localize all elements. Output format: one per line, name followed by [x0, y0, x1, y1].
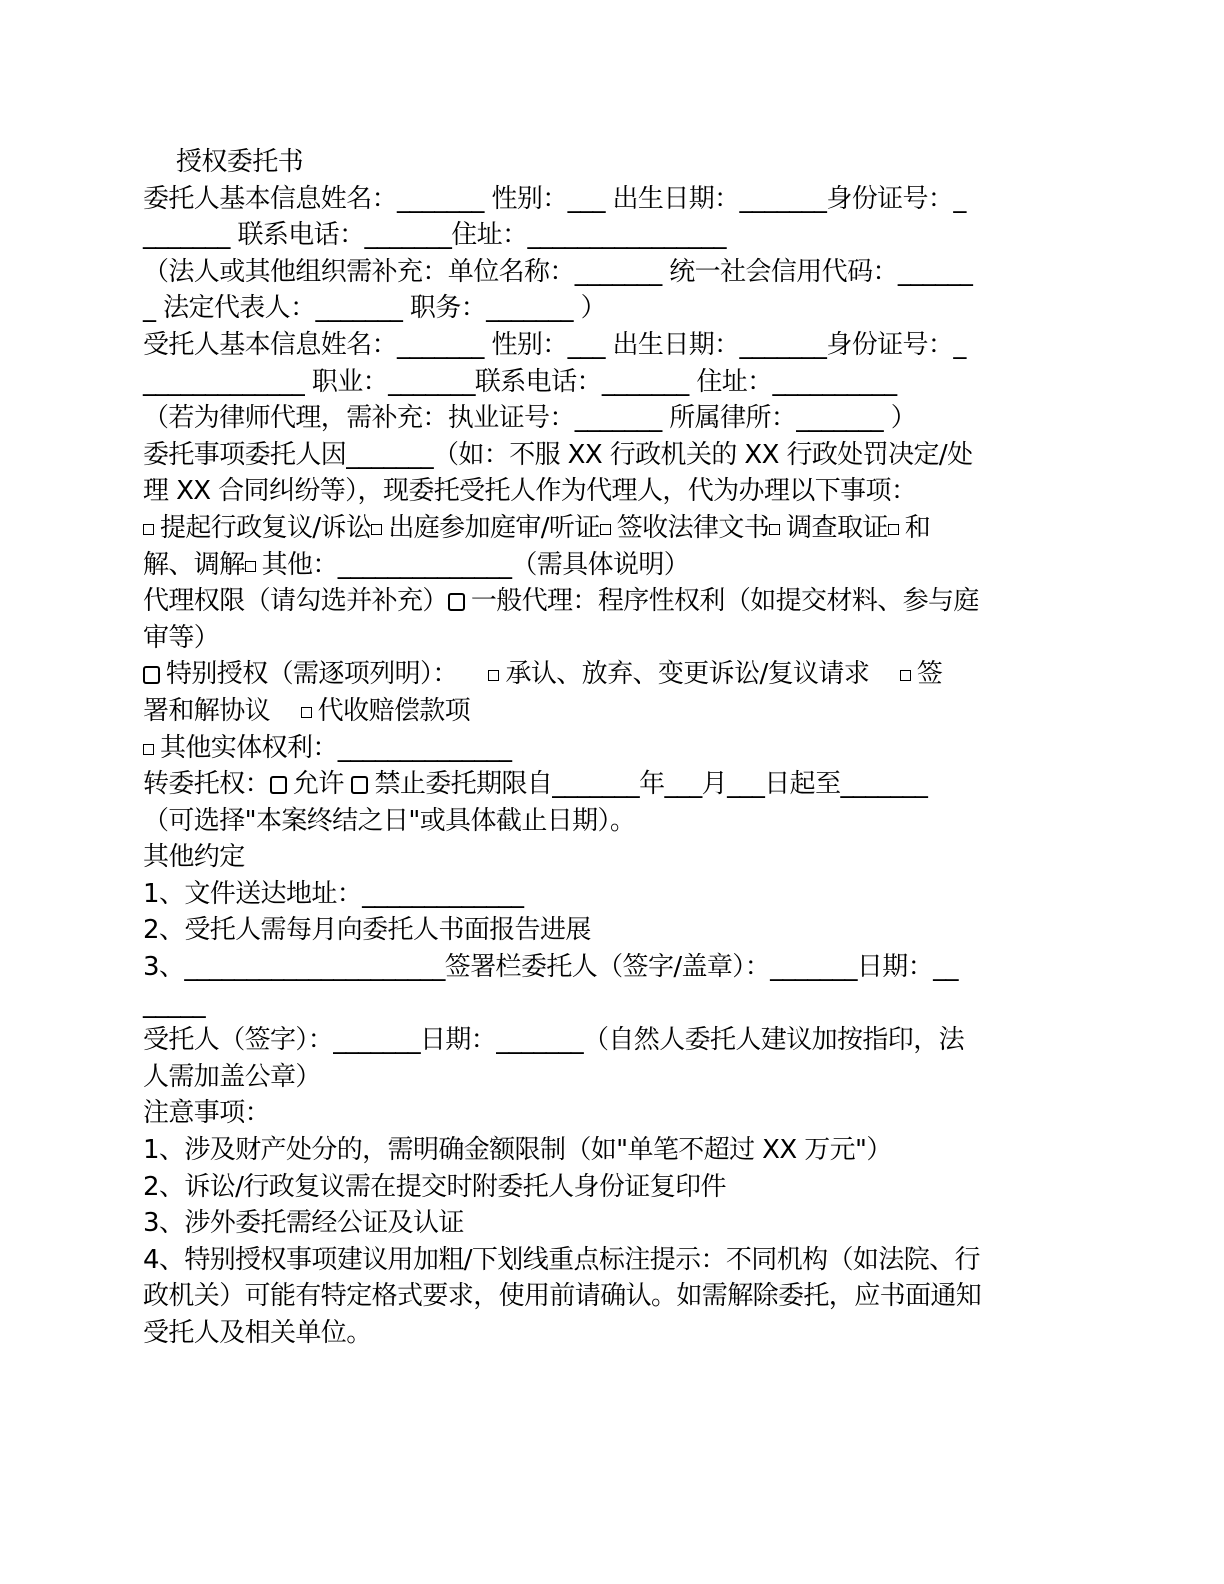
option-label: 禁止委托期限自_______年___月___日起至_______ — [374, 769, 928, 800]
note-4-line-3: 受托人及相关单位。 — [143, 1318, 372, 1348]
option-label: 签 — [916, 659, 943, 690]
checkbox-administrative-review[interactable] — [143, 524, 154, 535]
option-label: 调查取证 — [786, 512, 888, 543]
term-note: （可选择"本案终结之日"或具体截止日期）。 — [143, 805, 636, 836]
notes-heading: 注意事项： — [143, 1098, 271, 1129]
signature-date-continuation: _____ — [143, 988, 206, 1019]
option-label: 承认、放弃、变更诉讼/复议请求 — [505, 659, 900, 690]
note-3: 3、涉外委托需经公证及认证 — [143, 1208, 464, 1239]
checkbox-settlement-mediation[interactable] — [888, 524, 899, 535]
checkbox-other-substantive-rights[interactable] — [143, 744, 154, 755]
principal-info-line-1: 委托人基本信息姓名：_______ 性别：___ 出生日期：_______身份证号：_ — [143, 183, 966, 214]
note-1: 1、涉及财产处分的，需明确金额限制（如"单笔不超过 XX 万元"） — [143, 1135, 892, 1166]
matters-intro-line-2: 理 XX 合同纠纷等），现委托受托人作为代理人，代为办理以下事项： — [143, 476, 917, 507]
other-agreements-heading: 其他约定 — [143, 842, 245, 873]
other-agreement-1: 1、文件送达地址：_____________ — [143, 878, 524, 909]
option-label: 和 — [904, 512, 931, 543]
matters-options-line-1 — [143, 510, 1083, 547]
option-label: 解、调解 — [143, 549, 245, 580]
lawyer-info-line: （若为律师代理，需补充：执业证号：_______ 所属律所：_______ ） — [143, 403, 917, 434]
special-authority-line-3 — [143, 730, 1083, 767]
option-label: 一般代理：程序性权利（如提交材料、参与庭 — [470, 586, 979, 617]
special-authority-line-1 — [143, 656, 1083, 693]
checkbox-general-agency[interactable] — [448, 593, 465, 611]
note-2: 2、诉讼/行政复议需在提交时附委托人身份证复印件 — [143, 1171, 726, 1202]
checkbox-other-matter[interactable] — [245, 561, 256, 572]
option-label: 特别授权（需逐项列明）： — [166, 659, 489, 690]
authority-label: 代理权限（请勾选并补充） — [143, 586, 448, 617]
legal-entity-line-2: _ 法定代表人：_______ 职务：_______ ） — [143, 293, 606, 324]
note-4-line-2: 政机关）可能有特定格式要求，使用前请确认。如需解除委托，应书面通知 — [143, 1281, 982, 1312]
authority-line-2: 审等） — [143, 622, 220, 653]
document-page — [143, 144, 1083, 1352]
agent-info-line-2: _____________ 职业：_______联系电话：_______ 住址：__________ — [143, 366, 897, 397]
checkbox-sign-settlement[interactable] — [900, 670, 911, 681]
option-label: 签收法律文书 — [616, 512, 770, 543]
principal-info-line-2: _______ 联系电话：_______住址：________________ — [143, 220, 726, 251]
subdelegation-label: 转委托权： — [143, 769, 271, 800]
option-label: 其他：______________（需具体说明） — [261, 549, 690, 580]
checkbox-admit-waive-change-claims[interactable] — [488, 670, 499, 681]
other-agreement-2: 2、受托人需每月向委托人书面报告进展 — [143, 915, 591, 946]
option-label: 提起行政复议/诉讼 — [160, 512, 372, 543]
other-agreement-3-signature: 3、_____________________签署栏委托人（签字/盖章）：_______日期：__ — [143, 952, 958, 983]
checkbox-investigate-evidence[interactable] — [769, 524, 780, 535]
option-label: 代收赔偿款项 — [317, 695, 471, 726]
legal-entity-line-1: （法人或其他组织需补充：单位名称：_______ 统一社会信用代码：______ — [143, 256, 973, 287]
trustee-signature-line-2: 人需加盖公章） — [143, 1061, 321, 1092]
checkbox-collect-compensation[interactable] — [301, 707, 312, 718]
option-label: 署和解协议 — [143, 695, 301, 726]
checkbox-sign-documents[interactable] — [600, 524, 611, 535]
checkbox-special-authorization[interactable] — [143, 666, 160, 684]
matters-intro-line-1: 委托事项委托人因_______（如：不服 XX 行政机关的 XX 行政处罚决定/处 — [143, 439, 973, 470]
checkbox-attend-hearing[interactable] — [371, 524, 382, 535]
checkbox-forbid-subdelegation[interactable] — [351, 776, 368, 794]
trustee-signature-line-1: 受托人（签字）：_______日期：_______（自然人委托人建议加按指印，法 — [143, 1025, 965, 1056]
agent-info-line-1: 受托人基本信息姓名：_______ 性别：___ 出生日期：_______身份证号：_ — [143, 329, 966, 360]
option-label: 其他实体权利：______________ — [160, 732, 512, 763]
checkbox-allow-subdelegation[interactable] — [270, 776, 287, 794]
option-label: 出庭参加庭审/听证 — [388, 512, 600, 543]
matters-options-line-2 — [143, 547, 1083, 584]
authority-line-1 — [143, 583, 1083, 620]
special-authority-line-2 — [143, 693, 1083, 730]
note-4-line-1: 4、特别授权事项建议用加粗/下划线重点标注提示：不同机构（如法院、行 — [143, 1244, 980, 1275]
subdelegation-line — [143, 766, 1083, 803]
document-title: 授权委托书 — [176, 147, 304, 177]
option-label: 允许 — [293, 769, 352, 800]
